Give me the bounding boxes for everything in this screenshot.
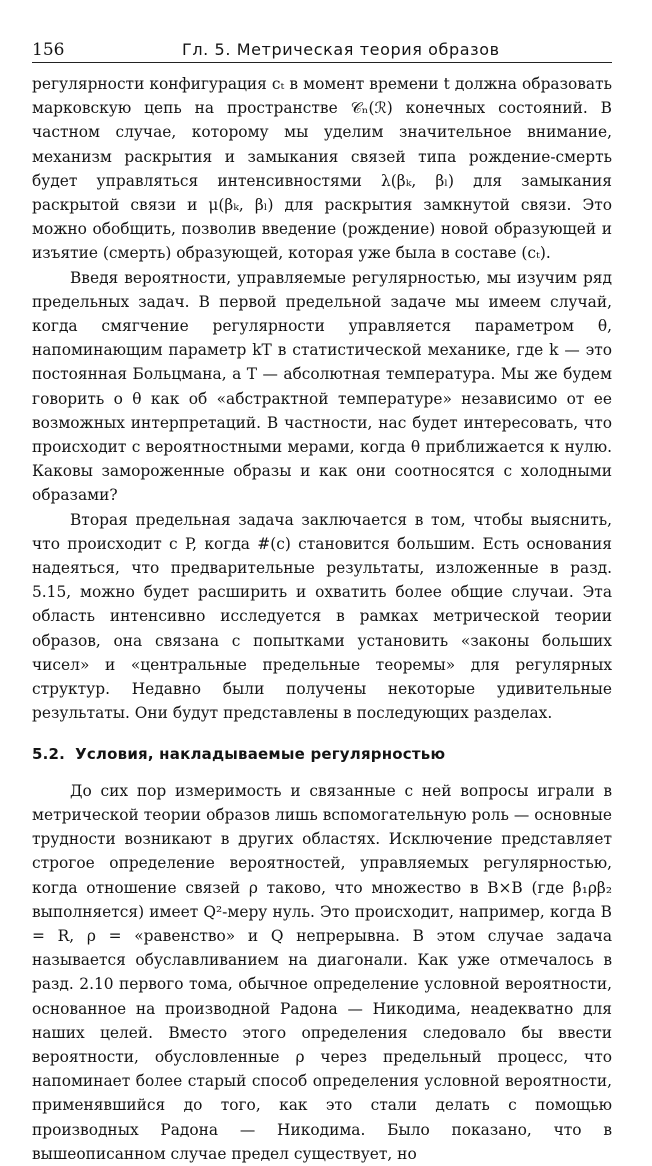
paragraph: До сих пор измеримость и связанные с ней вопросы играли в метрической теории образов лишь вспомогательную роль — основные трудности возникают в других областях. Исключение представляет строгое определение вероятностей, управляемых регулярностью, когда отношение связей ρ таково, что множество в B×B (где β₁ρβ₂ выполняется) имеет Q²-меру нуль. Это происходит, например, когда B = R, ρ = «равенство» и Q непрерывна. В этом случае задача называется обуславливанием на диагонали. Как уже отмечалось в разд. 2.10 первого тома, обычное определение условной вероятности, основанное на производной Радона — Никодима, неадекватно для наших целей. Вместо этого определения следовало бы ввести вероятности, обусловленные ρ через предельный процесс, что напоминает более старый способ определения условной вероятности, применявшийся до того, как это стали делать с помощью производных Радона — Никодима. Было показано, что в вышеописанном случае предел существует, но: [32, 781, 612, 1163]
page-number: 156: [32, 40, 65, 60]
paragraph: Введя вероятности, управляемые регулярностью, мы изучим ряд предельных задач. В первой предельной задаче мы имеем случай, когда смягчение регулярности управляется параметром θ, напоминающим параметр kT в статистической механике, где k — это постоянная Больцмана, а T — абсолютная температура. Мы же будем говорить о θ как об «абстрактной температуре» независимо от ее возможных интерпретаций. В частности, нас будет интересовать, что происходит с вероятностными мерами, когда θ приближается к нулю. Каковы замороженные образы и как они соотносятся с холодными образами?: [32, 268, 612, 505]
section-heading: [32, 742, 612, 766]
running-head: Гл. 5. Метрическая теория образов: [182, 40, 500, 59]
paragraph-continuation: регулярности конфигурация cₜ в момент времени t должна образовать марковскую цепь на пространстве 𝒞ₙ(ℛ) конечных состояний. В частном случае, которому мы уделим значительное внимание, механизм раскрытия и замыкания связей типа рождение-смерть будет управляться интенсивностями λ(βₖ, βₗ) для замыкания раскрытой связи и μ(βₖ, βₗ) для раскрытия замкнутой связи. Это можно обобщить, позволив введение (рождение) новой образующей и изъятие (смерть) образующей, которая уже была в составе (cₜ).: [32, 75, 612, 263]
body-text: [32, 72, 612, 1166]
section-title: Условия, накладываемые регулярностью: [75, 745, 446, 764]
paragraph: Вторая предельная задача заключается в том, чтобы выяснить, что происходит с P, когда #(c) становится большим. Есть основания надеяться, что предварительные результаты, изложенные в разд. 5.15, можно будет расширить и охватить более общие случаи. Эта область интенсивно исследуется в рамках метрической теории образов, она связана с попытками установить «законы больших чисел» и «центральные предельные теоремы» для регулярных структур. Недавно были получены некоторые удивительные результаты. Они будут представлены в последующих разделах.: [32, 510, 612, 723]
page-header: [32, 38, 612, 63]
section-number: 5.2.: [32, 745, 66, 764]
